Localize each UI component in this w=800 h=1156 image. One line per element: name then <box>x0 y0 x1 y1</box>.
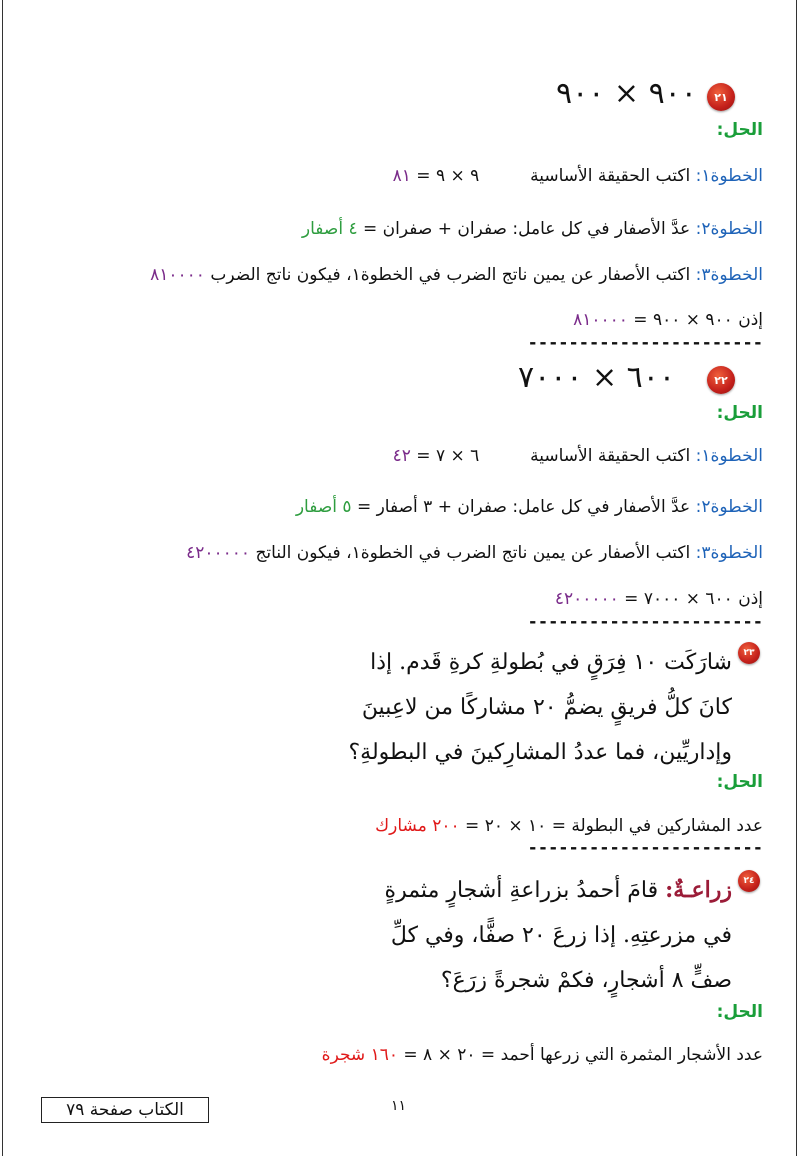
problem-number-badge <box>738 870 760 892</box>
step2-line <box>296 497 763 517</box>
step-text: عدَّ الأصفار في كل عامل: صفران + صفران = <box>363 219 691 239</box>
problem-line <box>385 868 732 913</box>
badge-label: ٢٣ <box>743 648 755 658</box>
answer-result: ٤٢٠٠٠٠٠ <box>554 589 619 609</box>
step-result: ٤٢ <box>392 446 411 466</box>
step-result: ٥ أصفار <box>295 497 352 517</box>
step-result: ٨١ <box>392 166 411 186</box>
step-label: الخطوة٣: <box>695 543 763 563</box>
step-label: الخطوة٢: <box>695 497 763 517</box>
problem-expression: ٦٠٠ × ٧٠٠٠ <box>518 360 676 395</box>
badge-label: ٢١ <box>714 90 728 104</box>
step-label: الخطوة٢: <box>695 219 763 239</box>
word-problem <box>385 868 732 1003</box>
answer-text: إذن ٦٠٠ × ٧٠٠٠ = <box>624 589 763 609</box>
book-reference-box <box>41 1097 209 1123</box>
step-result: ٨١٠٠٠٠ <box>150 265 205 285</box>
problem-number-badge <box>738 642 760 664</box>
step-result: ٤ أصفار <box>301 219 358 239</box>
divider: ----------------------- <box>527 612 763 632</box>
problem-line: في مزرعتِهِ. إذا زرعَ ٢٠ صفًّا، وفي كلِّ <box>390 923 732 948</box>
step-label: الخطوة١: <box>695 166 763 186</box>
step-math: ٩ × ٩ = <box>416 166 480 186</box>
step3-line <box>186 543 763 563</box>
answer-line <box>555 589 763 609</box>
problem-number-badge <box>707 83 735 111</box>
solution-heading: الحل: <box>716 1002 763 1022</box>
solution-heading: الحل: <box>716 403 763 423</box>
step-text: عدَّ الأصفار في كل عامل: صفران + ٣ أصفار = <box>356 497 691 517</box>
answer-line <box>573 310 763 330</box>
problem-line: شارَكَت ١٠ فِرَقٍ في بُطولةِ كرةِ قَدم. إذا <box>370 650 732 675</box>
book-reference: الكتاب صفحة ٧٩ <box>66 1100 184 1120</box>
step-text: اكتب الحقيقة الأساسية <box>530 446 691 466</box>
step2-line <box>302 219 763 239</box>
problem-line-text: قامَ أحمدُ بزراعةِ أشجارٍ مثمرةٍ <box>384 878 659 903</box>
step-math: ٦ × ٧ = <box>416 446 480 466</box>
answer-result: ٨١٠٠٠٠ <box>573 310 628 330</box>
step-label: الخطوة٣: <box>695 265 763 285</box>
solution-heading: الحل: <box>716 772 763 792</box>
answer-line <box>375 816 763 836</box>
topic-keyword: زراعـةٌ: <box>665 877 732 903</box>
step-text: اكتب الحقيقة الأساسية <box>530 166 691 186</box>
answer-text: عدد الأشجار المثمرة التي زرعها أحمد = ٢٠ × ٨ = <box>403 1045 763 1065</box>
step-label: الخطوة١: <box>695 446 763 466</box>
answer-line <box>322 1045 763 1065</box>
problem-number-badge <box>707 366 735 394</box>
answer-result: ١٦٠ شجرة <box>321 1045 398 1065</box>
badge-label: ٢٢ <box>714 373 728 387</box>
problem-line: وإداريِّين، فما عددُ المشارِكينَ في البطولةِ؟ <box>348 740 732 765</box>
divider: ----------------------- <box>527 838 763 858</box>
divider: ----------------------- <box>527 333 763 353</box>
problem-line: كانَ كلُّ فريقٍ يضمُّ ٢٠ مشاركًا من لاعِبينَ <box>361 695 732 720</box>
word-problem <box>349 640 733 775</box>
answer-text: عدد المشاركين في البطولة = ١٠ × ٢٠ = <box>465 816 763 836</box>
step1-line <box>393 446 763 466</box>
page-number: ١١ <box>391 1098 407 1114</box>
problem-line: صفٍّ ٨ أشجارٍ، فكمْ شجرةً زرَعَ؟ <box>440 968 732 993</box>
problem-expression: ٩٠٠ × ٩٠٠ <box>556 76 697 111</box>
step1-line <box>393 166 763 186</box>
step-text: اكتب الأصفار عن يمين ناتج الضرب في الخطوة١، فيكون الناتج <box>255 543 691 563</box>
step-result: ٤٢٠٠٠٠٠ <box>186 543 251 563</box>
step3-line <box>150 265 763 285</box>
answer-result: ٢٠٠ مشارك <box>375 816 460 836</box>
answer-text: إذن ٩٠٠ × ٩٠٠ = <box>633 310 763 330</box>
step-text: اكتب الأصفار عن يمين ناتج الضرب في الخطوة١، فيكون ناتج الضرب <box>210 265 691 285</box>
badge-label: ٢٤ <box>743 876 755 886</box>
solution-heading: الحل: <box>716 120 763 140</box>
